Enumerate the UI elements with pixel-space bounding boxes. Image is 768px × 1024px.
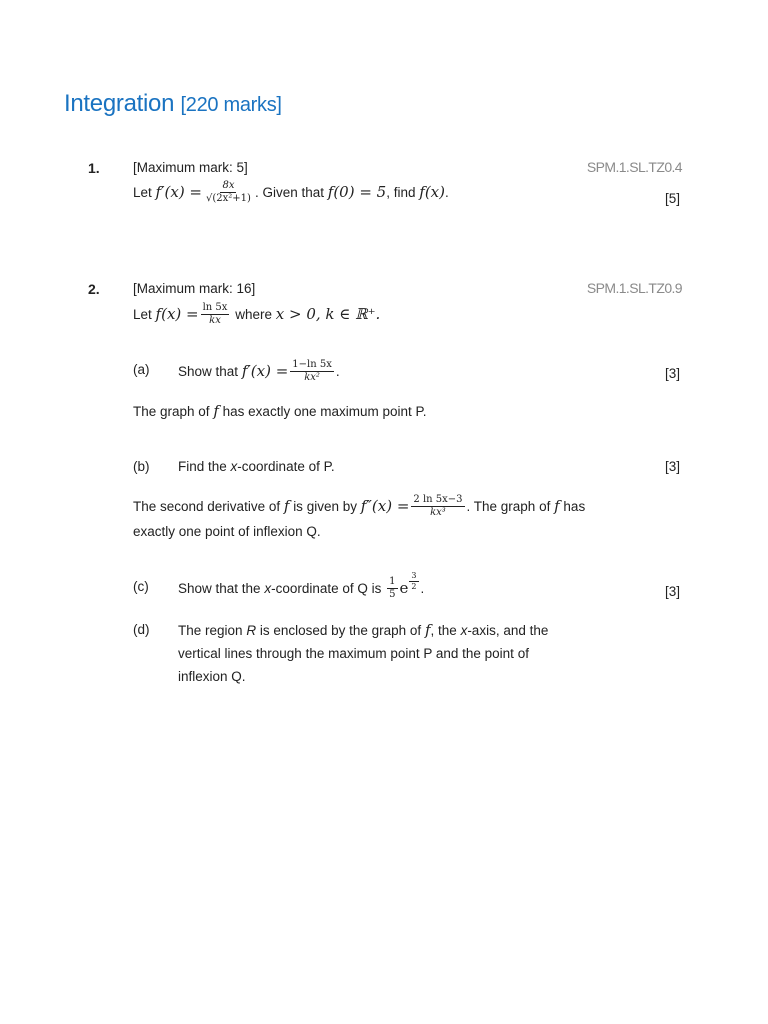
part-b-marks: [3]: [664, 459, 680, 474]
q1-target: f(x): [419, 183, 445, 201]
q1-condition: f(0) = 5: [327, 183, 387, 201]
second-derivative-line-2: exactly one point of inflexion Q.: [133, 524, 321, 539]
second-fraction: [411, 494, 464, 518]
part-c-x: x: [264, 580, 272, 596]
graph-text-2: has exactly one maximum point P.: [222, 403, 427, 419]
part-c-frac-num: 1: [389, 576, 396, 587]
part-d-f: f: [424, 621, 431, 639]
part-b-x: x: [230, 459, 238, 474]
part-c-exp-den: 2: [411, 581, 417, 591]
part-c-frac-den: 5: [389, 588, 396, 600]
graph-text-1: The graph of: [133, 403, 210, 419]
q2-frac-den: kx: [209, 314, 221, 326]
part-c-exp-num: 3: [411, 571, 417, 581]
q2-fraction: [201, 302, 230, 326]
q2-domain: x > 0, k ∈ ℝ⁺.: [275, 305, 381, 323]
q2-let: Let: [133, 306, 152, 322]
part-a-expr: f′(x) =: [241, 362, 289, 380]
second-f: f: [283, 497, 290, 515]
part-d-statement: [178, 619, 598, 688]
second-f2: f: [554, 497, 560, 515]
part-a-end: .: [335, 363, 340, 379]
q1-given: . Given that: [254, 184, 324, 200]
q1-frac-den: √(2x²+1): [206, 192, 251, 204]
part-b-label: (b): [133, 459, 150, 474]
question-2-code: SPM.1.SL.TZ0.9: [586, 280, 682, 296]
question-2-statement: [133, 302, 380, 326]
question-1-marks: [5]: [664, 191, 680, 206]
q1-fraction: [204, 180, 253, 204]
part-b-text-2: -coordinate of P.: [237, 459, 335, 474]
q1-end: .: [444, 184, 449, 200]
part-d-R: R: [246, 623, 257, 638]
part-c-end: .: [420, 580, 425, 596]
q1-fprime: f′(x) =: [155, 183, 203, 201]
second-frac-num: 2 ln 5x−3: [413, 494, 463, 505]
part-d-text-2: is enclosed by the graph of: [259, 623, 422, 638]
part-d-text-3: , the: [430, 623, 457, 638]
q2-fdef: f(x) =: [155, 305, 199, 323]
part-d-text-4: -axis, and the: [467, 623, 549, 638]
graph-f: f: [213, 402, 219, 420]
question-1-number: 1.: [88, 160, 100, 176]
question-2-max-mark: [Maximum mark: 16]: [133, 281, 256, 296]
graph-statement: [133, 402, 427, 420]
question-1-statement: [133, 180, 449, 204]
q1-let: Let: [133, 184, 152, 200]
title-main: Integration: [64, 90, 175, 117]
part-b-text-1: Find the: [178, 459, 227, 474]
q1-find: , find: [386, 184, 416, 200]
part-c-text-1: Show that the: [178, 580, 261, 596]
part-c-exponent: [409, 571, 418, 590]
part-a-statement: [178, 359, 340, 383]
part-a-frac-den: kx²: [304, 371, 320, 383]
second-text-2: is given by: [293, 498, 357, 514]
part-d-line-3: inflexion Q.: [178, 669, 246, 684]
part-a-label: (a): [133, 362, 150, 377]
question-2-number: 2.: [88, 281, 100, 297]
q1-frac-num: 8x: [222, 180, 235, 191]
part-b-statement: [178, 459, 335, 474]
part-d-label: (d): [133, 622, 150, 637]
part-d-x: x: [460, 623, 468, 638]
page-title: [64, 90, 282, 118]
title-marks: [220 marks]: [180, 94, 282, 116]
second-text-1: The second derivative of: [133, 498, 281, 514]
second-expr: f″(x) =: [360, 497, 410, 515]
part-a-fraction: [290, 359, 334, 383]
part-c-e: e: [399, 579, 409, 597]
second-text-4: has: [563, 498, 586, 514]
second-derivative-line-1: [133, 494, 585, 518]
part-a-text: Show that: [178, 363, 239, 379]
part-a-frac-num: 1−ln 5x: [292, 359, 332, 370]
part-c-label: (c): [133, 579, 149, 594]
part-c-statement: [178, 571, 425, 600]
question-1-max-mark: [Maximum mark: 5]: [133, 160, 248, 175]
part-d-line-1: [178, 619, 598, 642]
second-text-3: . The graph of: [466, 498, 551, 514]
question-1-code: SPM.1.SL.TZ0.4: [586, 159, 682, 175]
q2-frac-num: ln 5x: [202, 302, 228, 313]
part-c-marks: [3]: [664, 584, 680, 599]
part-a-marks: [3]: [664, 366, 680, 381]
part-c-fraction: [387, 576, 397, 600]
part-d-text-1: The region: [178, 623, 243, 638]
part-d-line-2: vertical lines through the maximum point P and the point of: [178, 646, 529, 661]
second-frac-den: kx³: [430, 506, 446, 518]
part-c-text-2: -coordinate of Q is: [271, 580, 382, 596]
q2-where: where: [235, 306, 272, 322]
